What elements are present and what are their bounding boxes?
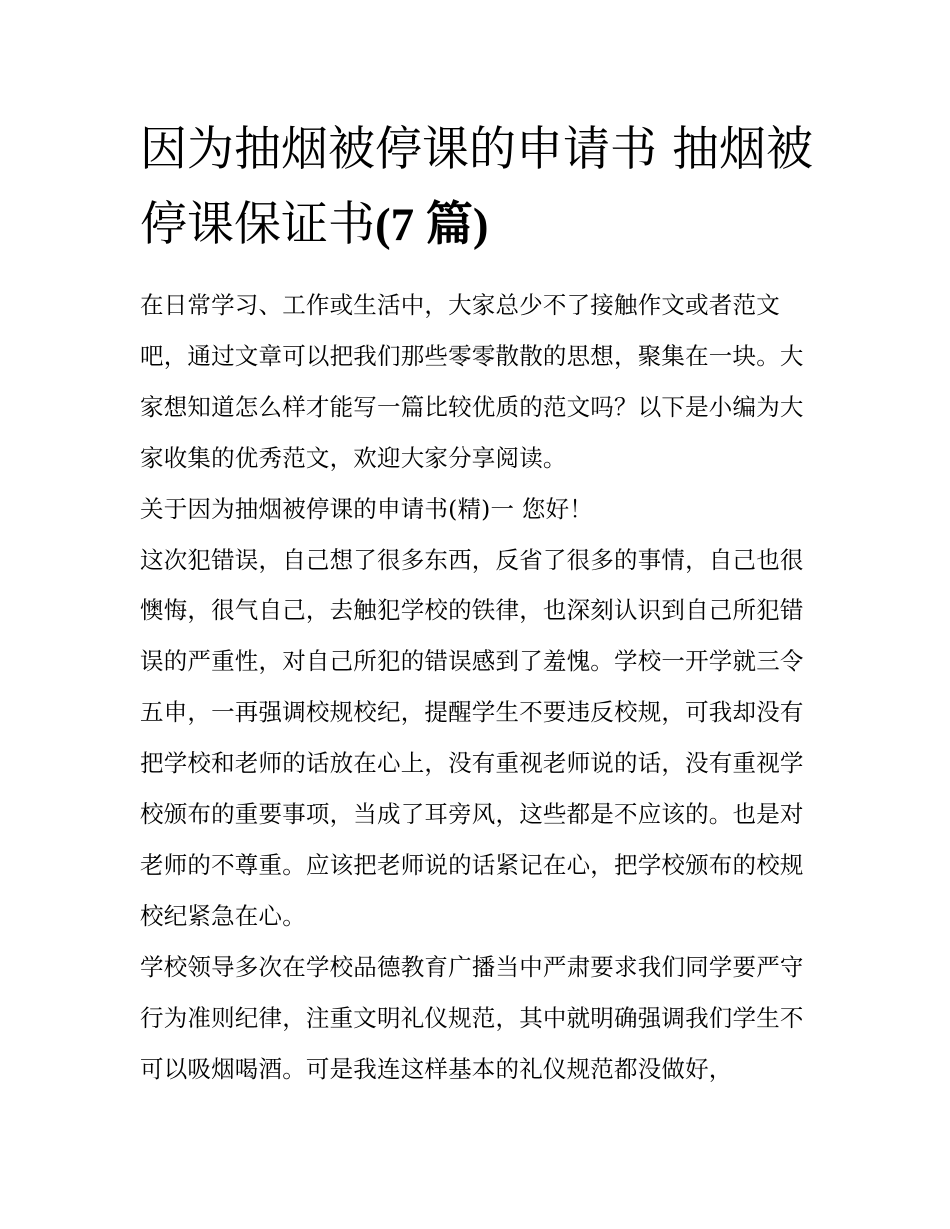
document-title-count: (7 篇) [375, 199, 489, 251]
document-title-text: 因为抽烟被停课的申请书 抽烟被停课保证书 [140, 122, 813, 252]
body-paragraph: 关于因为抽烟被停课的申请书(精)一 您好！ [140, 494, 594, 523]
body-paragraph: 这次犯错误，自己想了很多东西，反省了很多的事情，自己也很懊悔，很气自己，去触犯学校的铁律，也深刻认识到自己所犯错误的严重性，对自己所犯的错误感到了羞愧。学校一开学就三令五申，一再强调校规校纪，提醒学生不要违反校规，可我却没有把学校和老师的话放在心上，没有重视老师说的话，没有重视学校颁布的重要事项，当成了耳旁风，这些都是不应该的。也是对老师的不尊重。应该把老师说的话紧记在心，把学校颁布的校规校纪紧急在心。 [140, 545, 804, 930]
document-body [140, 280, 820, 1095]
body-paragraph: 学校领导多次在学校品德教育广播当中严肃要求我们同学要严守行为准则纪律，注重文明礼仪规范，其中就明确强调我们学生不可以吸烟喝酒。可是我连这样基本的礼仪规范都没做好， [140, 952, 804, 1083]
body-paragraph: 在日常学习、工作或生活中，大家总少不了接触作文或者范文吧，通过文章可以把我们那些零零散散的思想，聚集在一块。大家想知道怎么样才能写一篇比较优质的范文吗？以下是小编为大家收集的优秀范文，欢迎大家分享阅读。 [140, 291, 804, 472]
document-title [140, 112, 820, 263]
